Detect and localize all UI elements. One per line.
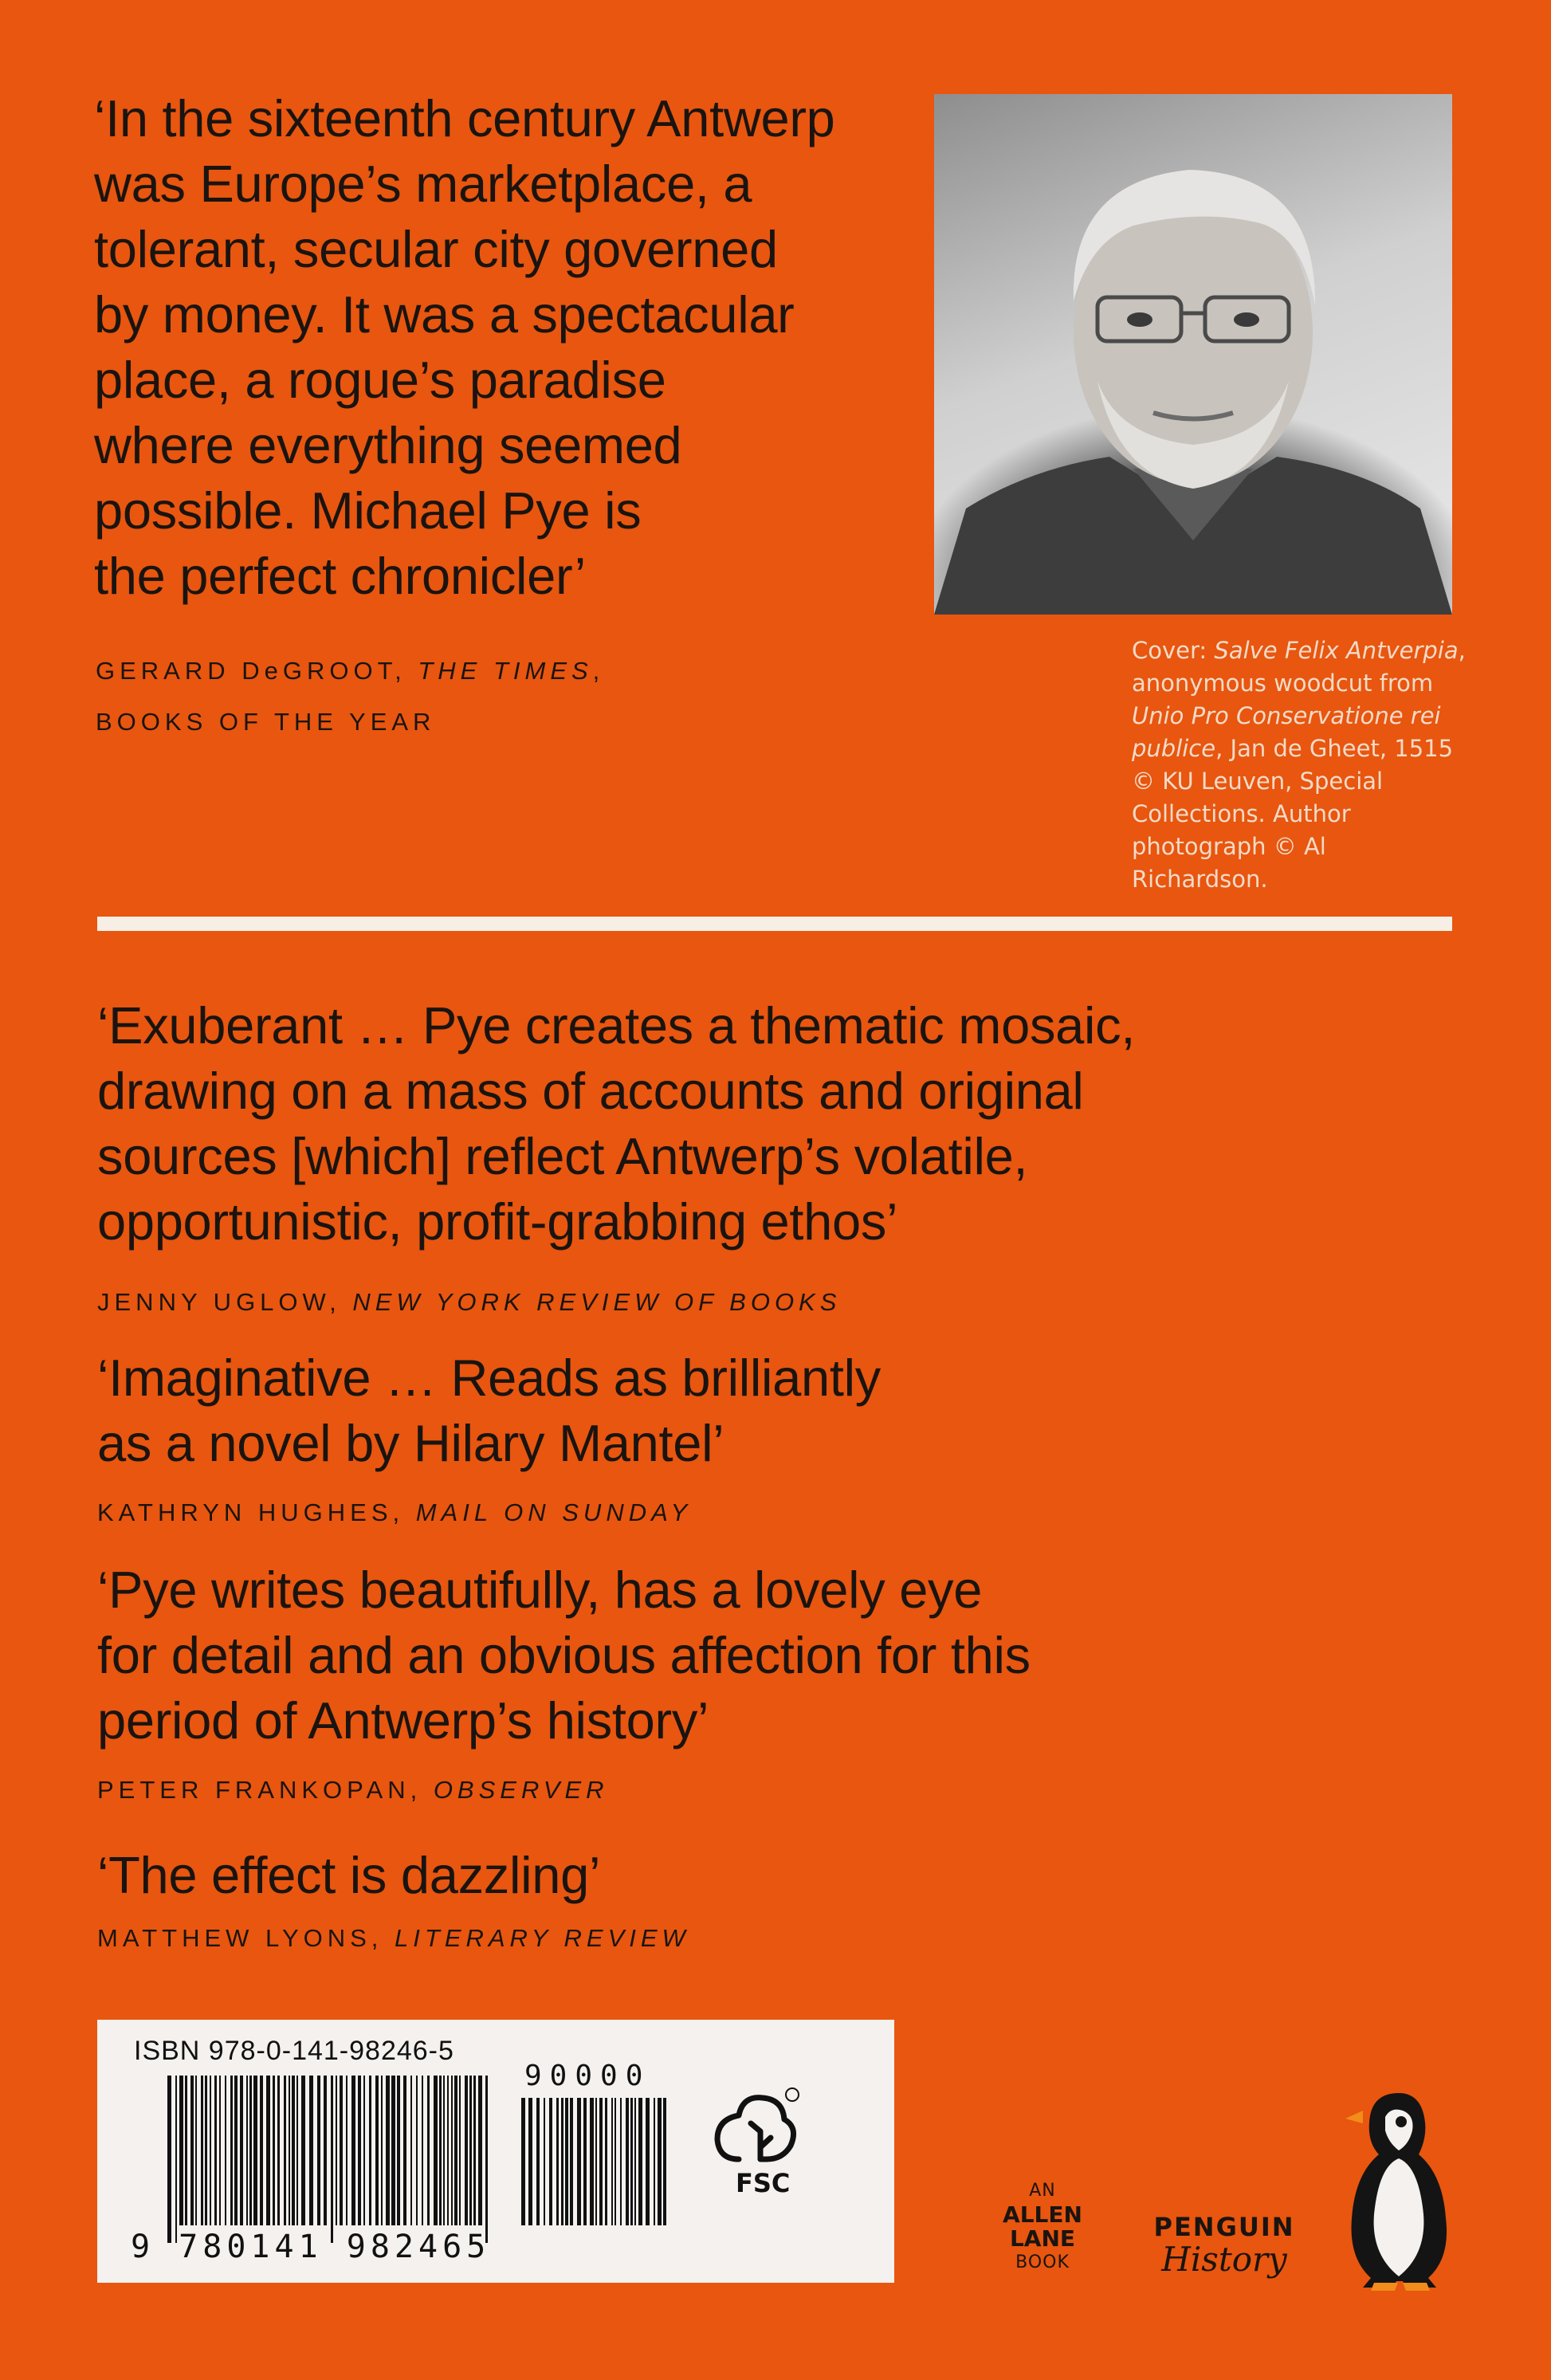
barcode-bar — [427, 2076, 430, 2225]
barcode-bar — [324, 2076, 327, 2225]
cover-credit — [1132, 634, 1467, 896]
barcode-bar — [443, 2076, 445, 2225]
quote-1-source-suffix: , — [592, 657, 605, 685]
barcode-bar — [346, 2076, 348, 2225]
barcode-bar — [205, 2076, 207, 2225]
barcode-bar — [266, 2076, 270, 2225]
author-portrait-illustration — [934, 94, 1452, 615]
barcode-bar — [289, 2076, 290, 2225]
barcode-bar — [590, 2098, 594, 2225]
barcode-bar — [478, 2076, 482, 2225]
barcode-bar — [611, 2098, 613, 2225]
imprint-book: BOOK — [1015, 2252, 1070, 2272]
credit-source-title: Unio Pro Conservatione rei publice — [1132, 702, 1441, 762]
barcode-bar — [397, 2076, 400, 2225]
quote-3-text: ‘Imaginative … Reads as brilliantly as a novel by Hilary Mantel’ — [97, 1349, 881, 1472]
barcode-bar — [167, 2076, 171, 2243]
quote-4-author: PETER FRANKOPAN, — [97, 1776, 434, 1804]
barcode-bar — [351, 2076, 355, 2225]
barcode-bar — [638, 2098, 642, 2225]
series-publisher: PENGUIN — [1153, 2212, 1295, 2242]
quote-4-text: ‘Pye writes beautifully, has a lovely eye for detail and an obvious affection for this period of Antwerp’s history’ — [97, 1561, 1031, 1750]
barcode-bar — [626, 2098, 629, 2225]
series-name — [1145, 2213, 1304, 2278]
barcode-bar — [317, 2076, 320, 2225]
barcode-bar — [214, 2076, 217, 2225]
series-line: History — [1161, 2240, 1287, 2279]
barcode-bar — [615, 2098, 616, 2225]
barcode-bar — [358, 2076, 361, 2225]
barcode-bar — [201, 2076, 203, 2225]
fsc-label: FSC — [736, 2168, 791, 2198]
barcode-bar — [175, 2076, 177, 2243]
isbn-barcode — [167, 2076, 494, 2243]
quote-2-author: JENNY UGLOW, — [97, 1288, 353, 1316]
credit-part-2: , anonymous woodcut from — [1132, 637, 1466, 697]
quote-5-attribution — [97, 1915, 690, 1962]
barcode-bar — [521, 2098, 525, 2225]
barcode-bar — [451, 2076, 453, 2225]
barcode-bar — [249, 2076, 252, 2225]
barcode-bar — [309, 2076, 313, 2225]
barcode-bar — [340, 2076, 343, 2225]
price-addon-number: 90000 — [524, 2060, 651, 2092]
barcode-bar — [454, 2076, 457, 2225]
imprint-lane: LANE — [1009, 2225, 1076, 2252]
divider-rule — [97, 917, 1452, 931]
penguin-logo-icon — [1339, 2087, 1459, 2296]
barcode-bar — [246, 2076, 248, 2225]
barcode-bar — [595, 2098, 597, 2225]
barcode-bar — [219, 2076, 221, 2225]
quote-1-attribution — [96, 647, 604, 695]
barcode-bar — [185, 2076, 187, 2225]
quote-3-attribution — [97, 1489, 692, 1537]
barcode-bar — [605, 2098, 607, 2225]
barcode-bar — [225, 2076, 226, 2225]
imprint-an: AN — [1029, 2181, 1056, 2201]
barcode-bar — [331, 2076, 333, 2243]
barcode-bar — [260, 2076, 263, 2225]
barcode-bar — [447, 2076, 449, 2225]
barcode-bar — [630, 2098, 633, 2225]
barcode-bar — [439, 2076, 442, 2225]
barcode-bar — [273, 2076, 275, 2225]
barcode-bar — [459, 2076, 461, 2225]
barcode-bar — [434, 2076, 438, 2225]
barcode-bar — [561, 2098, 563, 2225]
barcode-bar — [422, 2076, 423, 2225]
barcode-bar — [536, 2098, 540, 2225]
barcode-bar — [301, 2076, 305, 2225]
quote-1-author: GERARD DeGROOT, — [96, 657, 418, 685]
barcode-bar — [658, 2098, 662, 2225]
barcode-bar — [381, 2076, 383, 2225]
barcode-bar — [277, 2076, 280, 2225]
quote-1-source: THE TIMES — [418, 657, 593, 685]
barcode-bar — [292, 2076, 295, 2225]
barcode-bar — [403, 2076, 406, 2225]
barcode-bar — [386, 2076, 390, 2225]
quote-2-text: ‘Exuberant … Pye creates a thematic mosaic, drawing on a mass of accounts and original sources [which] reflect Antwerp’s volatile, opportunistic, profit-grabbing ethos’ — [97, 996, 1136, 1251]
barcode-bar — [284, 2076, 286, 2225]
barcode-bar — [544, 2098, 545, 2225]
barcode-bar — [416, 2076, 418, 2225]
barcode-bar — [646, 2098, 650, 2225]
quote-3-author: KATHRYN HUGHES, — [97, 1498, 416, 1526]
price-addon-barcode — [521, 2098, 673, 2243]
barcode-bar — [565, 2098, 568, 2225]
quote-2-source: NEW YORK REVIEW OF BOOKS — [352, 1288, 842, 1316]
barcode-bar — [620, 2098, 622, 2225]
barcode-bar — [485, 2076, 488, 2243]
barcode-bar — [296, 2076, 298, 2225]
barcode-bar — [336, 2076, 337, 2225]
barcode-bar — [634, 2098, 636, 2225]
barcode-bar — [549, 2098, 552, 2225]
barcode-bar — [195, 2076, 197, 2225]
barcode-bar — [179, 2076, 183, 2225]
barcode-bar — [570, 2098, 573, 2225]
barcode-bar — [469, 2076, 472, 2225]
barcode-bar — [234, 2076, 238, 2225]
credit-part-1: Cover: — [1132, 637, 1215, 664]
imprint-allen: ALLEN — [1003, 2201, 1082, 2228]
barcode-bar — [410, 2076, 412, 2225]
barcode-bar — [528, 2098, 532, 2225]
allen-lane-imprint — [1003, 2179, 1082, 2275]
barcode-bar — [654, 2098, 655, 2225]
barcode-bar — [663, 2098, 666, 2225]
credit-part-3: , Jan de Gheet, 1515 © KU Leuven, Special Collections. Author photograph © Al Richardson. — [1132, 735, 1454, 893]
quote-2-attribution — [97, 1278, 841, 1326]
barcode-panel — [97, 2020, 894, 2283]
barcode-bar — [230, 2076, 233, 2225]
quote-1-attribution-extra: BOOKS OF THE YEAR — [96, 708, 436, 736]
barcode-bar — [465, 2076, 468, 2225]
barcode-bar — [363, 2076, 365, 2225]
quote-5-author: MATTHEW LYONS, — [97, 1924, 395, 1952]
quote-4-source: OBSERVER — [433, 1776, 609, 1804]
barcode-bar — [375, 2076, 379, 2225]
quote-4-attribution — [97, 1766, 609, 1814]
isbn-label: ISBN 978-0-141-98246-5 — [134, 2036, 454, 2066]
barcode-bar — [391, 2076, 395, 2225]
quote-1-text: ‘In the sixteenth century Antwerp was Europe’s marketplace, a tolerant, secular city governed by money. It was a spectacular place, a rogue’s paradise where everything seemed possible. Michael Pye is the perfect chronicler’ — [94, 89, 835, 605]
barcode-bar — [577, 2098, 581, 2225]
quote-5-text: ‘The effect is dazzling’ — [97, 1846, 601, 1904]
barcode-bar — [253, 2076, 257, 2225]
barcode-bar — [556, 2098, 559, 2225]
author-photo — [934, 94, 1452, 615]
barcode-bar — [240, 2076, 243, 2225]
quote-3-source: MAIL ON SUNDAY — [415, 1498, 693, 1526]
isbn-digits: 9 780141 982465 — [131, 2229, 491, 2265]
barcode-bar — [369, 2076, 371, 2225]
barcode-bar — [599, 2098, 603, 2225]
quote-5-source: LITERARY REVIEW — [395, 1924, 690, 1952]
credit-artwork-title: Salve Felix Antverpia — [1214, 637, 1459, 664]
barcode-bar — [583, 2098, 587, 2225]
fsc-logo-icon — [703, 2083, 807, 2203]
barcode-bar — [190, 2076, 194, 2225]
barcode-bar — [210, 2076, 211, 2225]
barcode-bar — [473, 2076, 476, 2225]
